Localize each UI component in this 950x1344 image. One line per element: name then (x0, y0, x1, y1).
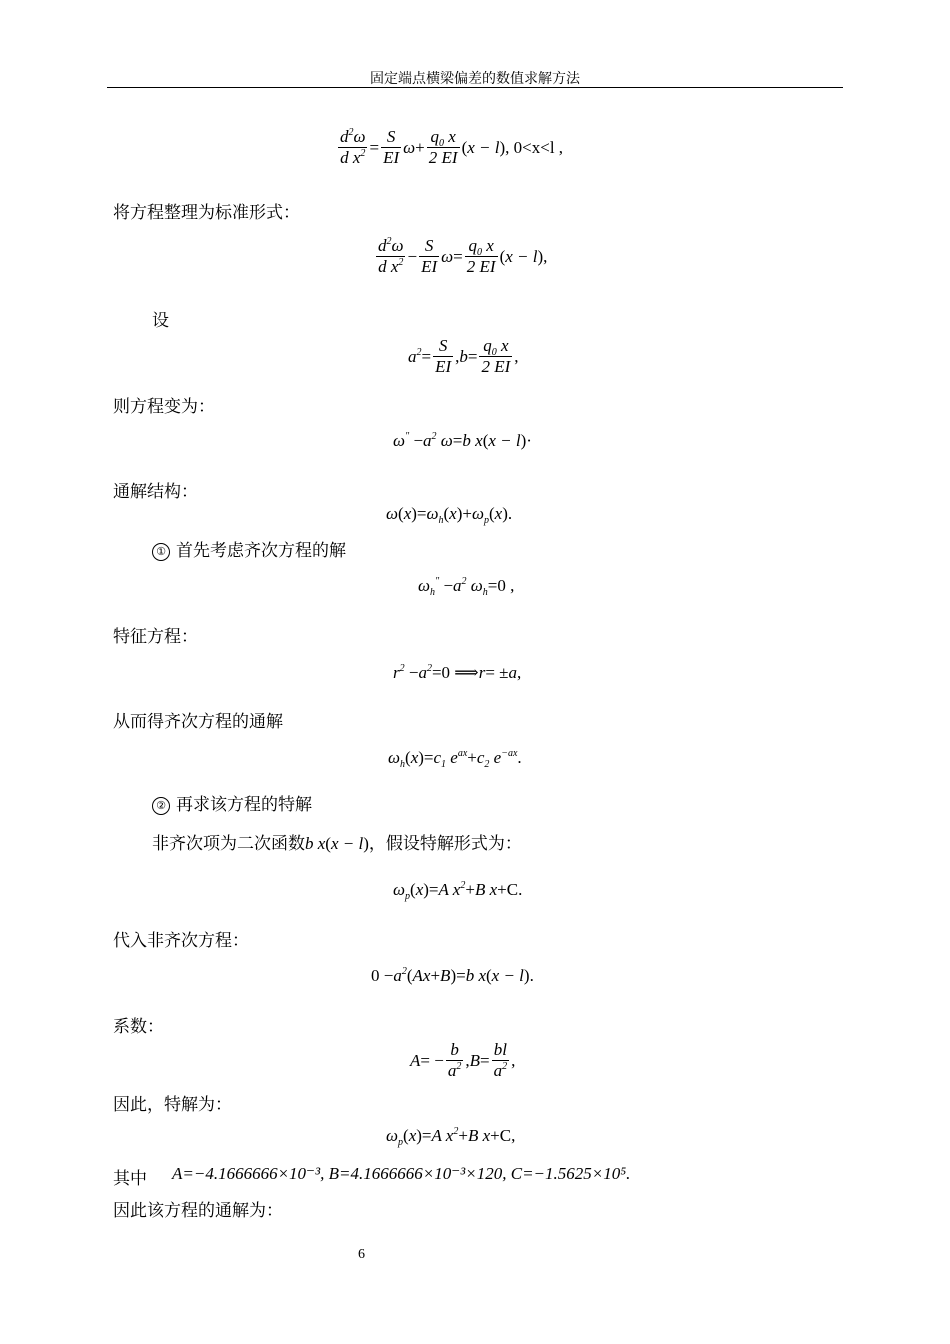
equation-10: 0 − $a^2$ ( Ax + B )= b x ( x − l ). (371, 966, 534, 985)
paragraph-homogeneous-general: 从而得齐次方程的通解 (113, 712, 283, 732)
equation-1-domain: , 0<x<l , (505, 137, 564, 157)
step-2-text: 再求该方程的特解 (176, 795, 312, 815)
running-header: 固定端点横梁偏差的数值求解方法 (370, 71, 580, 87)
nonhomogeneous-text-a: 非齐次项为二次函数 (152, 834, 305, 854)
paragraph-nonhomogeneous (152, 829, 522, 854)
step-2-marker: ② (152, 797, 170, 815)
where-label: 其中 (113, 1169, 147, 1189)
equation-8: $\omega_h$ ( x )= $c_1$ $e^{ax}$ + $c_2$ $e^{-ax}$ . (388, 748, 522, 770)
equation-7: $r^2$ − $a^2$ =0 ⟹ r = ± a , (393, 663, 522, 682)
paragraph-particular: 因此，特解为： (113, 1095, 232, 1115)
equation-1: $\frac{d^2\omega}{d x^2}$ = $\frac{S}{EI}$ ω + $\frac{q_0 x}{2 EI}$ ( x − l ) , 0<x<l , (340, 127, 564, 167)
equation-13: A=−4.1666666×10⁻³, B=4.1666666×10⁻³×120, C=−1.5625×10⁵. (172, 1164, 631, 1183)
equation-2: $\frac{d^2\omega}{d x^2}$ − $\frac{S}{EI}$ ω = $\frac{q_0 x}{2 EI}$ ( x − l ), (378, 236, 548, 276)
paragraph-coefficients: 系数： (113, 1017, 164, 1037)
inline-bx: b x(x − l) (305, 834, 369, 853)
equation-9: $\omega_p$ ( x )= A $x^2$ + B x +C. (393, 880, 523, 902)
paragraph-characteristic: 特征方程： (113, 627, 198, 647)
header-rule (107, 87, 843, 88)
paragraph-step2 (152, 790, 312, 815)
paragraph-standard-form: 将方程整理为标准形式： (113, 203, 300, 223)
paragraph-where (113, 1164, 147, 1189)
paragraph-substitute: 代入非齐次方程： (113, 931, 249, 951)
equation-12: $\omega_p$ ( x )= A $x^2$ + B x +C, (386, 1126, 516, 1148)
equation-5: ω ( x )= $\omega_h$ ( x )+ $\omega_p$ ( x ). (386, 504, 513, 526)
paragraph-general-structure: 通解结构： (113, 482, 198, 502)
paragraph-let: 设 (152, 311, 169, 331)
equation-11: A = − $\frac{b}{a^2}$ , B = $\frac{bl}{a^2}$ , (410, 1040, 516, 1080)
equation-6: $\omega_h''$ − $a^2$ $\omega_h$ =0 , (418, 576, 515, 598)
paragraph-step1 (152, 536, 346, 561)
page-number: 6 (358, 1247, 365, 1262)
paragraph-general-solution: 因此该方程的通解为： (113, 1201, 283, 1221)
nonhomogeneous-text-b: ，假设特解形式为： (368, 834, 522, 854)
equation-3: $a^2$ = $\frac{S}{EI}$ , b = $\frac{q_0 x}{2 EI}$ , (408, 336, 519, 376)
equation-4: ω″ − $a^2$ ω = b x ( x − l )· (393, 431, 532, 450)
step-1-text: 首先考虑齐次方程的解 (176, 541, 346, 561)
paragraph-becomes: 则方程变为： (113, 397, 215, 417)
step-1-marker: ① (152, 543, 170, 561)
